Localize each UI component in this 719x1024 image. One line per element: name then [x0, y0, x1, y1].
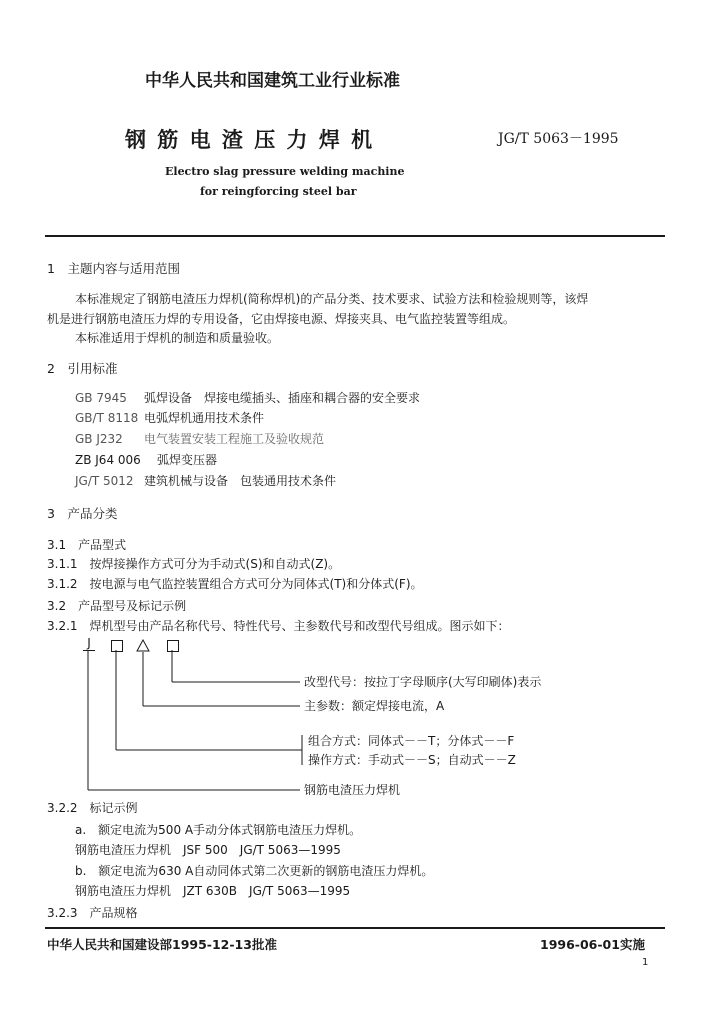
implementation-date: 1996-06-01实施 [540, 937, 645, 952]
clause-3-2-3: 3.2.3 产品规格 [47, 906, 138, 920]
clause-3-1: 3.1 产品型式 [47, 538, 127, 552]
reference-code: GB/T 8118 [75, 411, 139, 425]
reference-code: ZB J64 006 [75, 453, 141, 467]
example-a-marking: 钢筋电渣压力焊机 JSF 500 JG/T 5063—1995 [75, 843, 341, 857]
example-b-description: b. 额定电流为630 A自动同体式第二次更新的钢筋电渣压力焊机。 [75, 864, 434, 878]
section-1-heading: 1 主题内容与适用范围 [47, 261, 180, 276]
clause-3-2: 3.2 产品型号及标记示例 [47, 599, 187, 613]
section-1-para2: 本标准适用于焊机的制造和质量验收。 [75, 331, 280, 345]
standard-code: JG/T 5063－1995 [498, 131, 619, 147]
english-title-line1: Electro slag pressure welding machine [165, 165, 405, 178]
footer-divider [45, 927, 665, 929]
diagram-label-main-param: 主参数：额定焊接电流，A [304, 699, 445, 713]
diagram-label-revision: 改型代号：按拉丁字母顺序(大写印刷体)表示 [304, 675, 542, 689]
clause-3-2-1: 3.2.1 焊机型号由产品名称代号、特性代号、主参数代号和改型代号组成。图示如下： [47, 619, 510, 633]
clause-3-2-2: 3.2.2 标记示例 [47, 801, 138, 815]
section-1-para1-line2: 机是进行钢筋电渣压力焊的专用设备，它由焊接电源、焊接夹具、电气监控装置等组成。 [47, 312, 516, 326]
reference-title: 电气装置安装工程施工及验收规范 [144, 432, 325, 446]
page-number: 1 [642, 957, 649, 968]
english-title-line2: for reingforcing steel bar [200, 185, 357, 198]
reference-title: 电弧焊机通用技术条件 [144, 411, 265, 425]
approval-statement: 中华人民共和国建设部1995-12-13批准 [47, 937, 277, 952]
example-b-marking: 钢筋电渣压力焊机 JZT 630B JG/T 5063—1995 [75, 884, 351, 898]
reference-title: 建筑机械与设备 包装通用技术条件 [144, 474, 337, 488]
issuing-body-title: 中华人民共和国建筑工业行业标准 [145, 71, 400, 91]
reference-code: GB J232 [75, 432, 123, 446]
diagram-label-operation: 操作方式：手动式－－S；自动式－－Z [308, 753, 516, 767]
document-title: 钢 筋 电 渣 压 力 焊 机 [125, 128, 375, 152]
clause-3-1-2: 3.1.2 按电源与电气监控装置组合方式可分为同体式(T)和分体式(F)。 [47, 577, 423, 591]
reference-title: 弧焊设备 焊接电缆插头、插座和耦合器的安全要求 [144, 391, 421, 405]
diagram-label-combination: 组合方式：同体式－－T；分体式－－F [308, 734, 515, 748]
section-2-heading: 2 引用标准 [47, 361, 118, 376]
reference-code: GB 7945 [75, 391, 127, 405]
diagram-label-product-name: 钢筋电渣压力焊机 [304, 783, 401, 797]
reference-title: 弧焊变压器 [157, 453, 218, 467]
clause-3-1-1: 3.1.1 按焊接操作方式可分为手动式(S)和自动式(Z)。 [47, 557, 341, 571]
section-1-para1-line1: 本标准规定了钢筋电渣压力焊机(简称焊机)的产品分类、技术要求、试验方法和检验规则等，该焊 [75, 292, 589, 306]
diagram-box-product-code: J [83, 636, 95, 651]
example-a-description: a. 额定电流为500 A手动分体式钢筋电渣压力焊机。 [75, 823, 362, 837]
section-3-heading: 3 产品分类 [47, 506, 118, 521]
reference-code: JG/T 5012 [75, 474, 134, 488]
